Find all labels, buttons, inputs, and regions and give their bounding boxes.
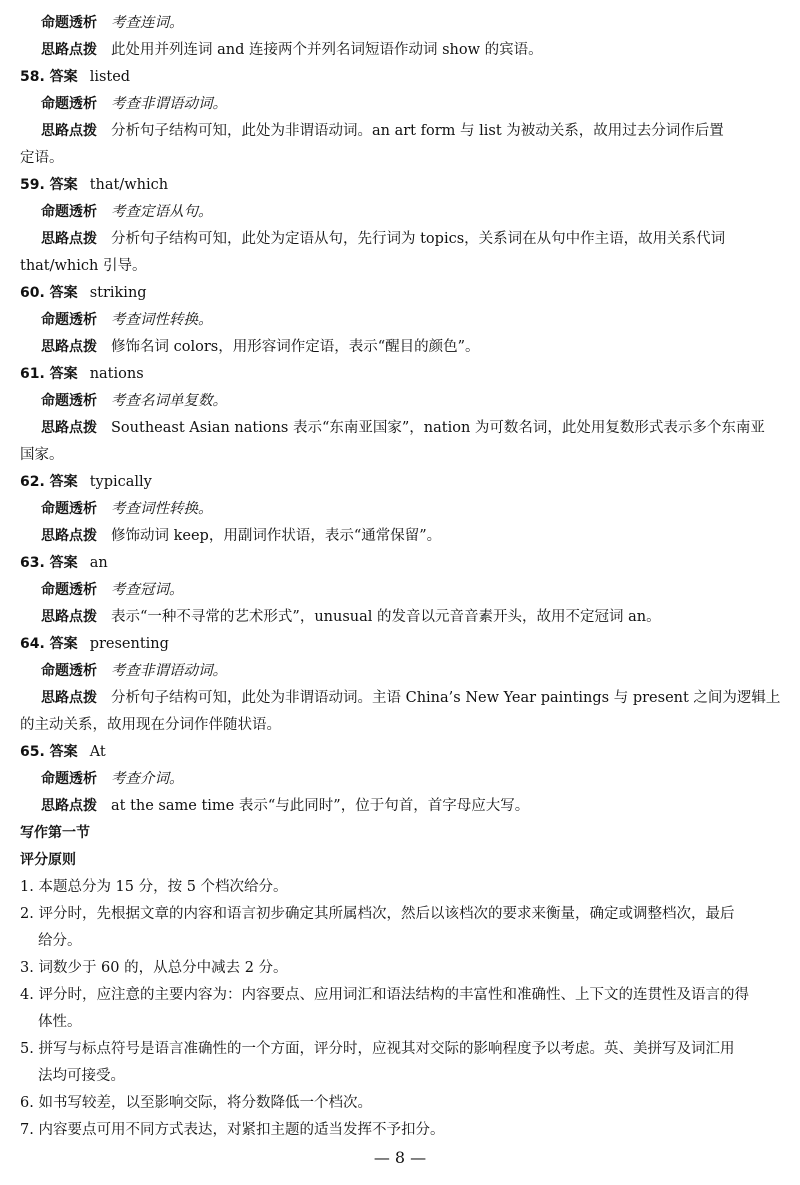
analysis-tag: 命题透析 — [41, 771, 97, 787]
rule-item: 5. 拼写与标点符号是语言准确性的一个方面，评分时，应视其对交际的影响程度予以考虑。英、美拼写及词汇用 — [20, 1041, 735, 1057]
answer-block — [20, 172, 785, 280]
hint-line — [20, 118, 785, 145]
analysis-line — [20, 496, 785, 523]
rule-item-continued: 给分。 — [38, 933, 82, 949]
analysis-line — [20, 91, 785, 118]
rule-item: 7. 内容要点可用不同方式表达，对紧扣主题的适当发挥不予扣分。 — [20, 1122, 445, 1138]
hint-text: 此处用并列连词 and 连接两个并列名词短语作动词 show 的宾语。 — [111, 42, 543, 58]
rule-item: 4. 评分时，应注意的主要内容为：内容要点、应用词汇和语法结构的丰富性和准确性、上下文的连贯性及语言的得 — [20, 987, 749, 1003]
analysis-tag: 命题透析 — [41, 663, 97, 679]
analysis-text: 考查非谓语动词。 — [111, 663, 227, 679]
hint-tag: 思路点拨 — [41, 528, 97, 544]
analysis-tag: 命题透析 — [41, 96, 97, 112]
rules-list — [20, 874, 785, 1144]
section-title: 写作第一节 — [20, 825, 90, 841]
answer-page — [20, 10, 785, 1144]
answer-heading — [20, 64, 785, 91]
rule-item: 1. 本题总分为 15 分，按 5 个档次给分。 — [20, 879, 288, 895]
analysis-line — [20, 10, 785, 37]
analysis-tag: 命题透析 — [41, 501, 97, 517]
answer-number: 64. 答案 — [20, 636, 78, 652]
answer-number: 58. 答案 — [20, 69, 78, 85]
answer-block — [20, 280, 785, 361]
answer-heading — [20, 361, 785, 388]
analysis-tag: 命题透析 — [41, 393, 97, 409]
hint-line — [20, 37, 785, 64]
hint-line — [20, 226, 785, 253]
hint-line — [20, 793, 785, 820]
answer-value: typically — [89, 474, 152, 490]
answers-list — [20, 64, 785, 820]
analysis-text: 考查词性转换。 — [111, 312, 213, 328]
hint-tag: 思路点拨 — [41, 609, 97, 625]
answer-value: At — [89, 744, 106, 760]
analysis-text: 考查非谓语动词。 — [111, 96, 227, 112]
page-number: — 8 — — [373, 1148, 427, 1167]
answer-block — [20, 550, 785, 631]
hint-text: Southeast Asian nations 表示“东南亚国家”，nation 为可数名词，此处用复数形式表示多个东南亚 — [111, 420, 765, 436]
rule-item: 2. 评分时，先根据文章的内容和语言初步确定其所属档次，然后以该档次的要求来衡量，确定或调整档次，最后 — [20, 906, 735, 922]
analysis-text: 考查名词单复数。 — [111, 393, 227, 409]
hint-text: 修饰动词 keep，用副词作状语，表示“通常保留”。 — [111, 528, 442, 544]
analysis-text: 考查冠词。 — [111, 582, 184, 598]
answer-value: striking — [89, 285, 147, 301]
rule-item: 6. 如书写较差，以至影响交际，将分数降低一个档次。 — [20, 1095, 372, 1111]
answer-value: listed — [89, 69, 131, 85]
answer-block — [20, 361, 785, 469]
hint-tag: 思路点拨 — [41, 798, 97, 814]
analysis-text: 考查连词。 — [111, 15, 184, 31]
hint-tag: 思路点拨 — [41, 123, 97, 139]
rule-item: 3. 词数少于 60 的，从总分中减去 2 分。 — [20, 960, 288, 976]
answer-value: an — [89, 555, 108, 571]
answer-number: 60. 答案 — [20, 285, 78, 301]
hint-text: 分析句子结构可知，此处为非谓语动词。主语 China’s New Year paintings 与 present 之间为逻辑上 — [111, 690, 781, 706]
hint-tag: 思路点拨 — [41, 231, 97, 247]
rules-title: 评分原则 — [20, 852, 76, 868]
analysis-line — [20, 766, 785, 793]
answer-block — [20, 469, 785, 550]
answer-heading — [20, 631, 785, 658]
analysis-tag: 命题透析 — [41, 312, 97, 328]
analysis-text: 考查定语从句。 — [111, 204, 213, 220]
answer-block — [20, 64, 785, 172]
answer-heading — [20, 469, 785, 496]
hint-text: 分析句子结构可知，此处为非谓语动词。an art form 与 list 为被动关系，故用过去分词作后置 — [111, 123, 724, 139]
hint-text: 分析句子结构可知，此处为定语从句，先行词为 topics，关系词在从句中作主语，故用关系代词 — [111, 231, 726, 247]
answer-value: nations — [89, 366, 144, 382]
hint-text-continued: 的主动关系，故用现在分词作伴随状语。 — [20, 717, 281, 733]
analysis-line — [20, 388, 785, 415]
answer-block — [20, 631, 785, 739]
analysis-line — [20, 577, 785, 604]
answer-value: that/which — [89, 177, 169, 193]
hint-text-continued: 定语。 — [20, 150, 64, 166]
analysis-text: 考查词性转换。 — [111, 501, 213, 517]
answer-number: 59. 答案 — [20, 177, 78, 193]
hint-tag: 思路点拨 — [41, 420, 97, 436]
hint-line — [20, 685, 785, 712]
hint-text: 修饰名词 colors，用形容词作定语，表示“醒目的颜色”。 — [111, 339, 480, 355]
hint-text-continued: that/which 引导。 — [20, 258, 147, 274]
hint-text: 表示“一种不寻常的艺术形式”，unusual 的发音以元音音素开头，故用不定冠词 an。 — [111, 609, 661, 625]
answer-heading — [20, 280, 785, 307]
analysis-tag: 命题透析 — [41, 15, 97, 31]
hint-tag: 思路点拨 — [41, 42, 97, 58]
answer-number: 63. 答案 — [20, 555, 78, 571]
answer-heading — [20, 739, 785, 766]
rule-item-continued: 体性。 — [38, 1014, 82, 1030]
hint-text-continued: 国家。 — [20, 447, 64, 463]
analysis-line — [20, 658, 785, 685]
hint-line — [20, 523, 785, 550]
answer-heading — [20, 550, 785, 577]
analysis-tag: 命题透析 — [41, 204, 97, 220]
rule-item-continued: 法均可接受。 — [38, 1068, 125, 1084]
hint-tag: 思路点拨 — [41, 690, 97, 706]
answer-heading — [20, 172, 785, 199]
answer-number: 62. 答案 — [20, 474, 78, 490]
hint-line — [20, 604, 785, 631]
analysis-text: 考查介词。 — [111, 771, 184, 787]
answer-number: 61. 答案 — [20, 366, 78, 382]
answer-number: 65. 答案 — [20, 744, 78, 760]
analysis-tag: 命题透析 — [41, 582, 97, 598]
answer-block — [20, 739, 785, 820]
analysis-line — [20, 307, 785, 334]
hint-line — [20, 415, 785, 442]
hint-tag: 思路点拨 — [41, 339, 97, 355]
answer-value: presenting — [89, 636, 169, 652]
hint-line — [20, 334, 785, 361]
analysis-line — [20, 199, 785, 226]
hint-text: at the same time 表示“与此同时”，位于句首，首字母应大写。 — [111, 798, 530, 814]
